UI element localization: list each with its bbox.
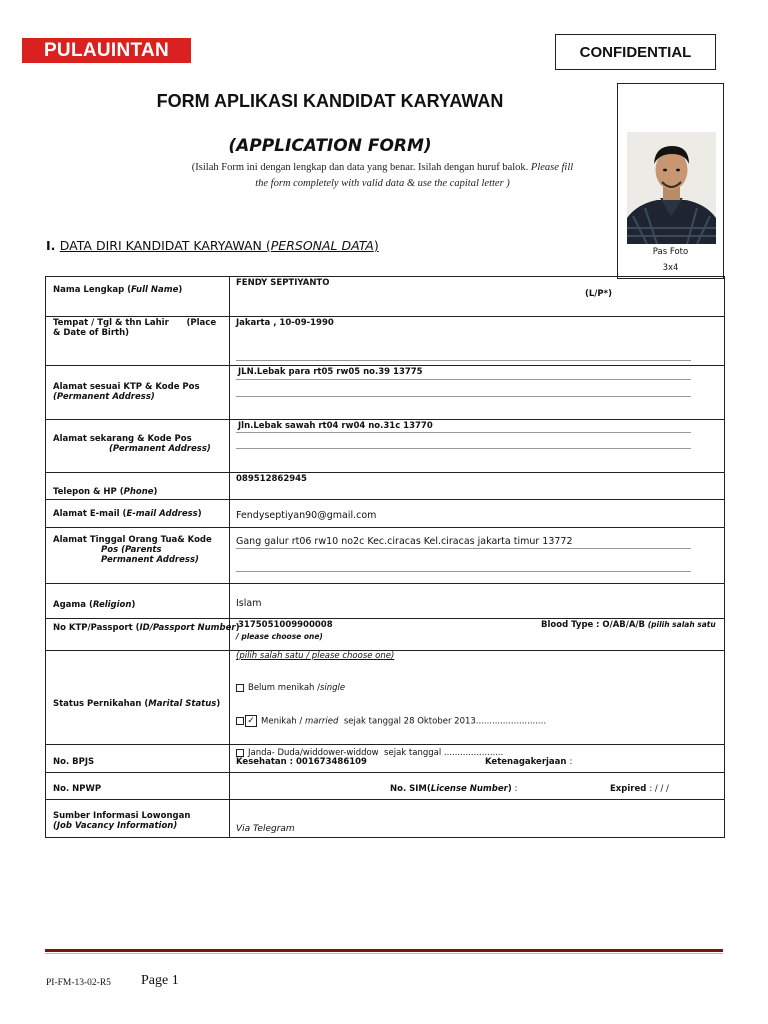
birth-value: Jakarta , 10-09-1990 [236, 318, 334, 328]
marital-status-label: Status Pernikahan (Marital Status) [46, 651, 230, 745]
footer-rule-shadow [45, 953, 723, 954]
section-number: I. [46, 238, 56, 253]
marital-option-widowed[interactable]: Janda- Duda/widdower-widdow sejak tanggal ...................... [236, 748, 503, 758]
birth-field[interactable] [230, 317, 725, 366]
parents-address-value: Gang galur rt06 rw10 no2c Kec.ciracas Kel.ciracas jakarta timur 13772 [236, 536, 573, 547]
section-title-en: PERSONAL DATA [270, 238, 374, 253]
bpjs-health: Kesehatan : 001673486109 [236, 757, 367, 767]
email-value: Fendyseptiyan90@gmail.com [236, 510, 377, 521]
parents-address-line [236, 548, 691, 549]
form-title: FORM APLIKASI KANDIDAT KARYAWAN [156, 91, 504, 111]
ktp-address-line [236, 396, 691, 397]
instruction-english: Please fill [530, 162, 574, 173]
job-source-label: Sumber Informasi Lowongan (Job Vacancy Information) [46, 800, 230, 838]
job-source-field[interactable] [230, 800, 725, 838]
id-number-value: 3175051009900008 [238, 620, 333, 630]
birth-label: Tempat / Tgl & thn Lahir (Place & Date of Birth) [46, 317, 230, 366]
npwp-label: No. NPWP [46, 773, 230, 800]
check-mark-icon: ✓ [245, 715, 257, 727]
checkbox-single[interactable] [236, 684, 244, 692]
photo-caption-line2: 3x4 [662, 263, 679, 273]
npwp-field[interactable] [230, 773, 725, 800]
parents-address-label: Alamat Tinggal Orang Tua& Kode Pos (Parents Permanent Address) [46, 528, 230, 584]
table-row [46, 745, 725, 773]
email-field[interactable] [230, 500, 725, 528]
table-row [46, 584, 725, 619]
form-instructions [150, 160, 615, 192]
table-row [46, 619, 725, 651]
checkbox-married[interactable] [236, 717, 244, 725]
blood-type-note-cont: / please choose one) [236, 632, 323, 641]
parents-address-line [236, 571, 691, 572]
id-number-label: No KTP/Passport (ID/Passport Number) [46, 619, 230, 651]
ktp-address-line [236, 379, 691, 380]
ktp-address-field[interactable] [230, 366, 725, 420]
email-label: Alamat E-mail (E-mail Address) [46, 500, 230, 528]
confidential-stamp: CONFIDENTIAL [555, 34, 716, 70]
table-row [46, 277, 725, 317]
bpjs-field[interactable] [230, 745, 725, 773]
ktp-address-value: JLN.Lebak para rt05 rw05 no.39 13775 [238, 367, 423, 377]
page-number: Page 1 [141, 973, 179, 988]
birth-underline [236, 360, 691, 361]
sim-expiry: Expired : / / / [610, 784, 669, 794]
form-code: PI-FM-13-02-R5 [46, 978, 111, 988]
current-address-line [236, 448, 691, 449]
full-name-label: Nama Lengkap (Full Name) [46, 277, 230, 317]
phone-label: Telepon & HP (Phone) [46, 473, 230, 500]
footer-rule [45, 949, 723, 952]
instruction-english-cont: the form completely with valid data & use the capital letter ) [255, 178, 510, 189]
bpjs-label: No. BPJS [46, 745, 230, 773]
table-row [46, 420, 725, 473]
photo-caption-line1: Pas Foto [652, 247, 689, 257]
parents-address-field[interactable] [230, 528, 725, 584]
form-subtitle: (APPLICATION FORM) [228, 136, 432, 156]
table-row [46, 366, 725, 420]
section-title-close: ) [373, 238, 379, 253]
marital-status-field [230, 651, 725, 758]
personal-data-table [45, 276, 725, 838]
marital-option-single[interactable]: Belum menikah /single [236, 683, 345, 693]
religion-field[interactable] [230, 584, 725, 619]
company-logo: PULAUINTAN [22, 38, 191, 63]
religion-label: Agama (Religion) [46, 584, 230, 619]
candidate-photo [627, 132, 716, 244]
bpjs-employment: Ketenagakerjaan : [485, 757, 573, 767]
table-row [46, 773, 725, 800]
phone-field[interactable] [230, 473, 725, 500]
current-address-label: Alamat sekarang & Kode Pos (Permanent Address) [46, 420, 230, 473]
religion-value: Islam [236, 598, 262, 609]
blood-type-label: Blood Type [541, 620, 594, 630]
full-name-value: FENDY SEPTIYANTO [236, 278, 330, 288]
photo-caption [617, 244, 724, 276]
full-name-field[interactable] [230, 277, 725, 317]
section-heading [46, 238, 379, 253]
table-row [46, 651, 725, 745]
table-row [46, 473, 725, 500]
ktp-address-label: Alamat sesuai KTP & Kode Pos (Permanent Address) [46, 366, 230, 420]
gender-option: (L/P*) [585, 289, 612, 299]
table-row [46, 500, 725, 528]
section-title: DATA DIRI KANDIDAT KARYAWAN ( [59, 238, 271, 253]
id-number-field[interactable] [230, 619, 725, 651]
marital-option-married[interactable]: ✓ Menikah / married sejak tanggal 28 Oktober 2013.......................... [236, 715, 546, 727]
phone-value: 089512862945 [236, 474, 307, 484]
blood-type-options: : O/AB/A/B [596, 620, 646, 630]
marital-hint: (pilih salah satu / please choose one) [236, 651, 395, 661]
instruction-indonesian: (Isilah Form ini dengan lengkap dan data yang benar. Isilah dengan huruf balok. [191, 162, 529, 173]
blood-type-note: (pilih salah satu [647, 620, 716, 629]
table-row [46, 800, 725, 838]
table-row [46, 528, 725, 584]
job-source-value: Via Telegram [236, 824, 295, 834]
current-address-field[interactable] [230, 420, 725, 473]
sim-number: No. SIM(License Number) : [390, 784, 518, 794]
current-address-value: Jln.Lebak sawah rt04 rw04 no.31c 13770 [238, 421, 433, 431]
table-row [46, 317, 725, 366]
blood-type [541, 620, 716, 630]
current-address-line [236, 432, 691, 433]
